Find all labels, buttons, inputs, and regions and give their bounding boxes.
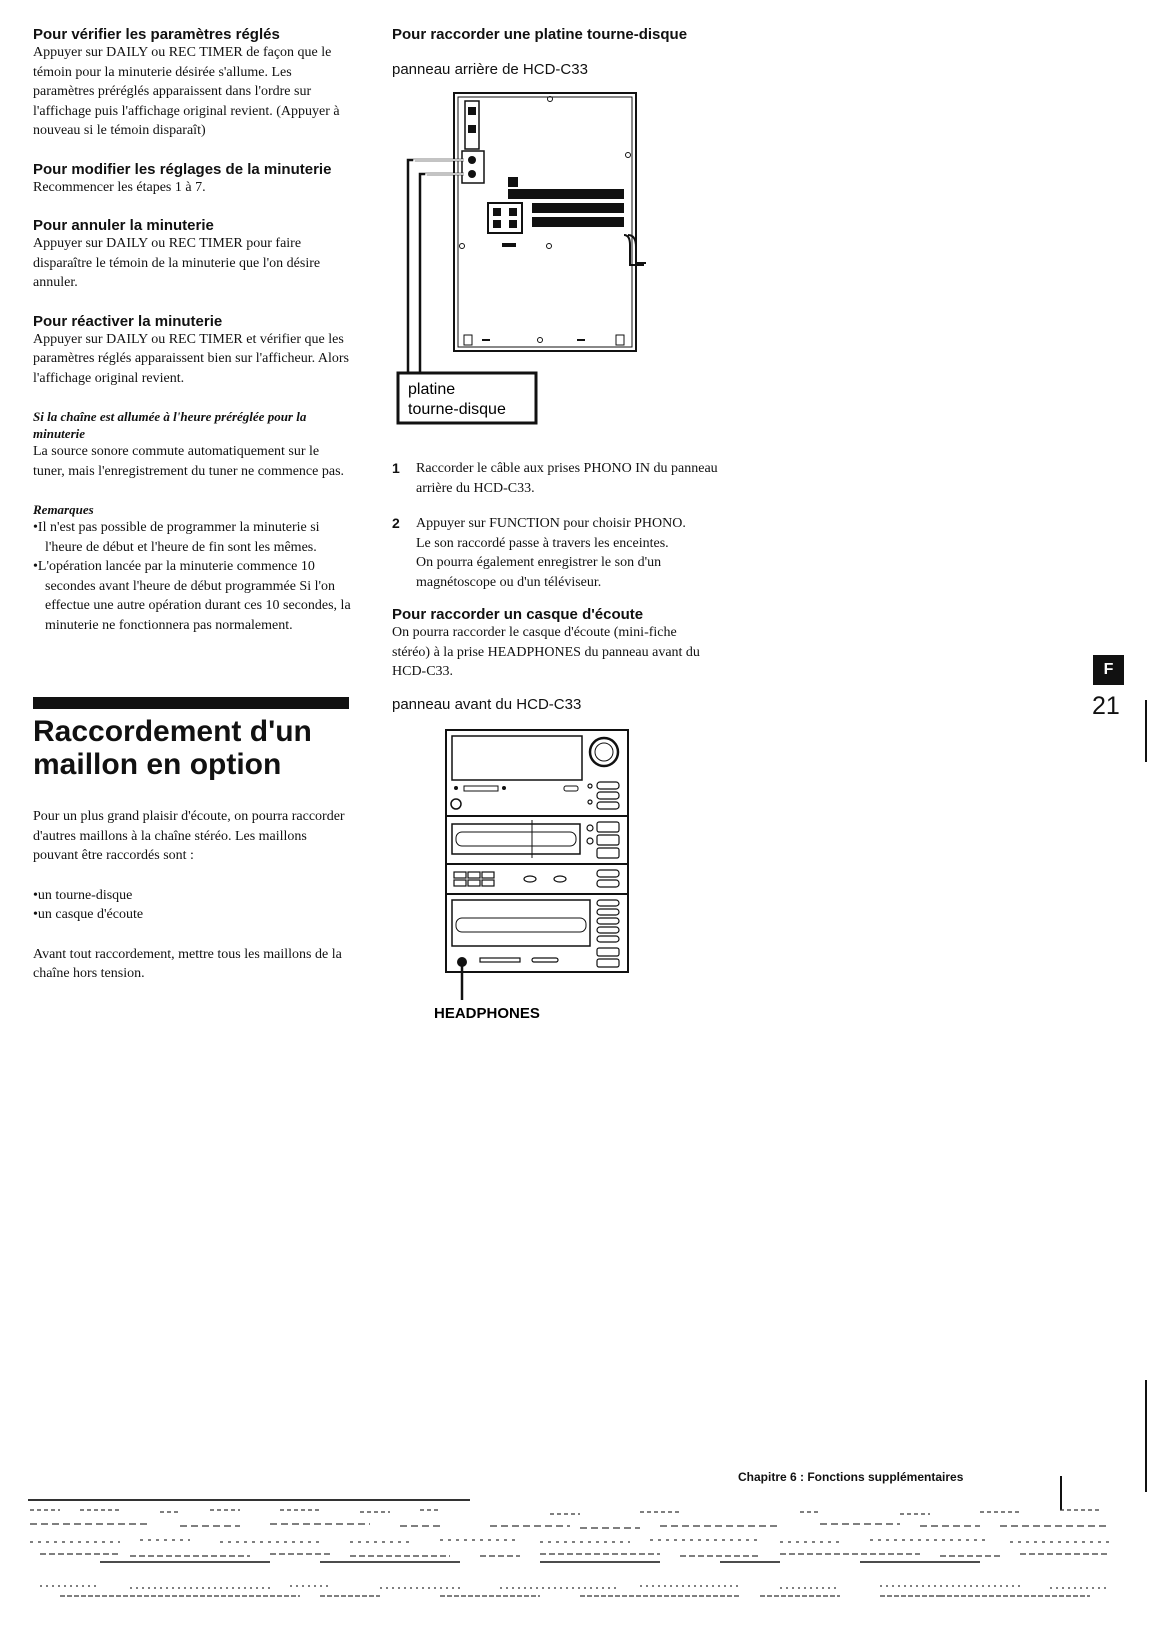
step-item — [392, 459, 722, 498]
section-body: Appuyer sur DAILY ou REC TIMER et vérifier que les paramètres réglés apparaissent bien sur l'afficheur. Alors l'affichage original revient. — [33, 331, 349, 386]
section-body: Recommencer les étapes 1 à 7. — [33, 179, 206, 195]
section-body: Appuyer sur DAILY ou REC TIMER pour faire disparaître le témoin de la minuterie que l'on désire annuler. — [33, 236, 321, 290]
right-column — [392, 26, 722, 1032]
section-rule — [33, 697, 349, 709]
headphones-heading: Pour raccorder un casque d'écoute — [392, 606, 644, 623]
language-tab: F — [1093, 655, 1124, 685]
section-heading: Pour modifier les réglages de la minuterie — [33, 160, 332, 178]
remarks-heading: Remarques — [33, 502, 94, 517]
margin-rule — [1145, 700, 1147, 762]
outro-paragraph: Avant tout raccordement, mettre tous les maillons de la chaîne hors tension. — [33, 946, 342, 981]
step-number: 1 — [392, 460, 400, 476]
speaker-terminals — [488, 203, 522, 233]
remark-item: •L'opération lancée par la minuterie commence 10 secondes avant l'heure de début programmée Si l'on effectue une autre opération durant ces 10 secondes, la minuterie ne fonctionnera pas normalement. — [33, 559, 351, 633]
page-section-title: Raccordement d'un maillon en option — [33, 715, 312, 781]
cancel-timer-section — [33, 217, 353, 293]
chapter-footer: Chapitre 6 : Fonctions supplémentaires — [738, 1470, 964, 1484]
step-extra: Le son raccordé passe à travers les enceintes. — [416, 535, 669, 551]
remark-item: •Il n'est pas possible de programmer la minuterie si l'heure de début et l'heure de fin sont les mêmes. — [33, 520, 320, 555]
remarks-list — [33, 518, 353, 635]
step-extra: On pourra également enregistrer le son d'un magnétoscope ou d'un téléviseur. — [416, 555, 662, 590]
step-text: Raccorder le câble aux prises PHONO IN du panneau arrière du HCD-C33. — [416, 461, 718, 496]
phono-in-jacks — [462, 151, 484, 183]
rear-panel-diagram — [392, 85, 722, 455]
section-heading: Pour réactiver la minuterie — [33, 312, 223, 330]
front-panel-diagram — [392, 722, 722, 1032]
front-panel-caption: panneau avant du HCD-C33 — [392, 695, 582, 713]
step-text: Appuyer sur FUNCTION pour choisir PHONO. — [416, 516, 686, 531]
option-item: •un casque d'écoute — [33, 907, 144, 922]
turntable-label-line2: tourne-disque — [408, 401, 506, 418]
left-column — [33, 26, 353, 984]
turntable-label-line1: platine — [408, 381, 456, 398]
verify-settings-section — [33, 26, 353, 141]
page-number: 21 — [1092, 692, 1120, 720]
headphones-body: On pourra raccorder le casque d'écoute (mini-fiche stéréo) à la prise HEADPHONES du panneau avant du HCD-C33. — [392, 625, 700, 679]
intro-paragraph: Pour un plus grand plaisir d'écoute, on pourra raccorder d'autres maillons à la chaîne stéréo. Les maillons pouvant être raccordés sont : — [33, 809, 345, 863]
modify-settings-section — [33, 161, 353, 198]
rear-panel-caption: panneau arrière de HCD-C33 — [392, 61, 588, 78]
reactivate-timer-section — [33, 313, 353, 389]
section-heading: Si la chaîne est allumée à l'heure préréglée pour la minuterie — [33, 409, 307, 441]
headphones-label: HEADPHONES — [434, 1004, 540, 1022]
section-heading: Pour vérifier les paramètres réglés — [33, 26, 280, 43]
section-body: Appuyer sur DAILY ou REC TIMER de façon que le témoin pour la minuterie désirée s'allume. Les paramètres préréglés apparaissent dans l'ordre sur l'affichage puis l'affichage original revient. (Appuyer à nouveau si le témoin disparaît) — [33, 45, 340, 138]
option-item: •un tourne-disque — [33, 887, 133, 903]
remarks-section — [33, 501, 353, 635]
powered-on-note-section — [33, 408, 353, 481]
options-list — [33, 886, 353, 925]
scan-artifacts — [20, 1496, 1145, 1626]
section-body: La source sonore commute automatiquement sur le tuner, mais l'enregistrement du tuner ne commence pas. — [33, 444, 345, 479]
turntable-heading: Pour raccorder une platine tourne-disque — [392, 26, 688, 43]
step-item — [392, 514, 722, 592]
section-heading: Pour annuler la minuterie — [33, 217, 214, 234]
steps-list — [392, 459, 722, 592]
margin-rule — [1145, 1380, 1147, 1492]
step-number: 2 — [392, 515, 400, 531]
